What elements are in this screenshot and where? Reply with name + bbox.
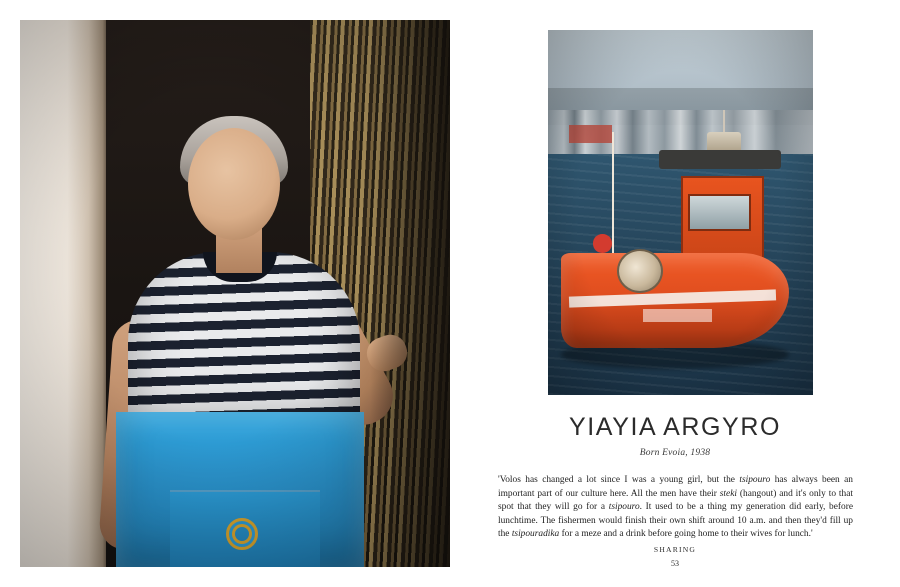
folio-section-name: SHARING	[653, 545, 697, 554]
boat-photograph	[548, 30, 813, 395]
photo-vignette	[548, 30, 813, 395]
body-paragraph: 'Volos has changed a lot since I was a young girl, but the tsipouro has always been an important part of our culture here. All the men have their steki (hangout) and it's only to that spot that they will go for a tsipouro. It used to be a thing my generation did early, before lunchtime. The fishermen would finish their own shift around 10 a.m. and then they'd fill up the tsipouradika for a meze and a drink before going home to their wives for lunch.'	[498, 475, 853, 540]
subtitle-birthplace: Born Evoia, 1938	[639, 448, 711, 458]
folio-page-number: 53	[671, 559, 679, 568]
right-page	[450, 0, 900, 587]
photo-vignette	[20, 20, 450, 567]
portrait-photograph	[20, 20, 450, 567]
page-title: YIAYIA ARGYRO	[568, 413, 782, 441]
